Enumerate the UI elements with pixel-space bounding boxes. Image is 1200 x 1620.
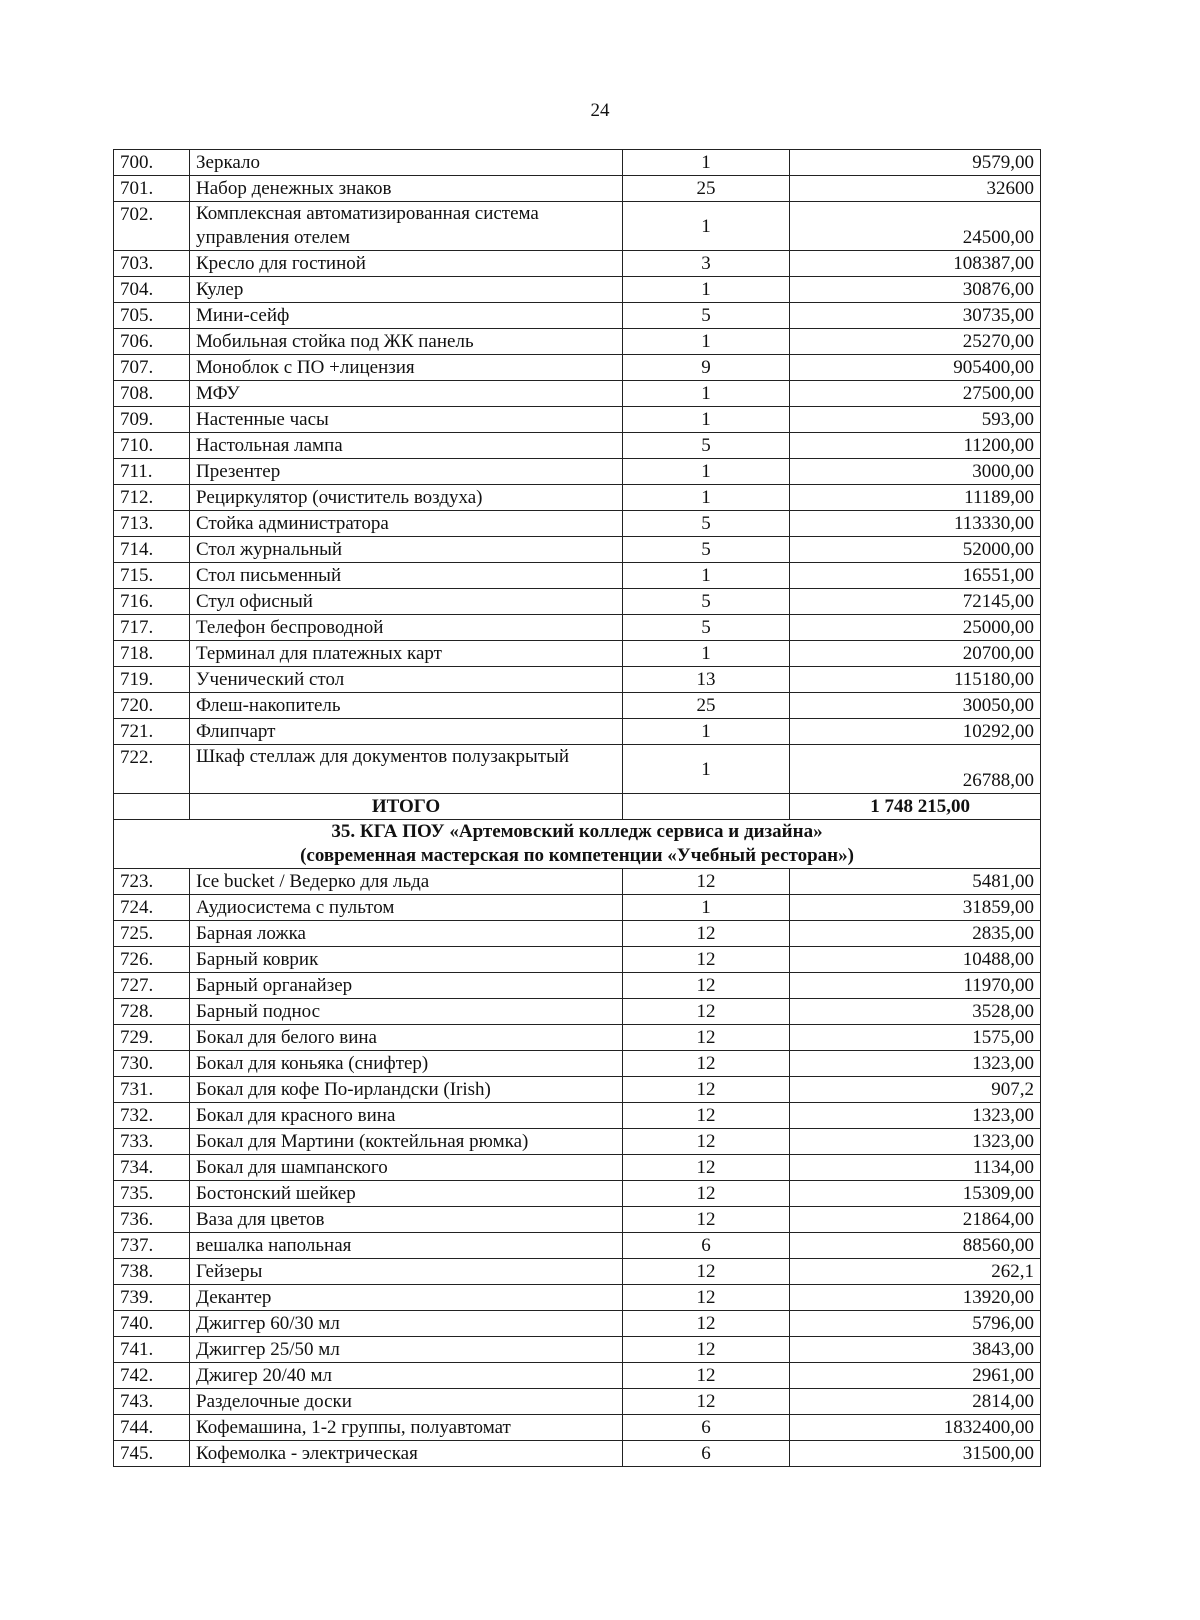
item-quantity: 5 [623,537,790,563]
table-row [114,693,1041,719]
item-quantity: 5 [623,433,790,459]
item-price: 115180,00 [790,667,1041,693]
item-quantity: 5 [623,511,790,537]
section-title: 35. КГА ПОУ «Артемовский колледж сервиса и дизайна» [331,821,823,842]
item-quantity: 1 [623,381,790,407]
item-quantity: 1 [623,202,790,251]
table-row [114,869,1041,895]
table-row [114,1155,1041,1181]
page-number: 24 [590,100,610,121]
item-name: Гейзеры [190,1259,623,1285]
item-price: 2814,00 [790,1389,1041,1415]
row-number: 723. [114,869,190,895]
item-price: 20700,00 [790,641,1041,667]
row-number: 727. [114,973,190,999]
row-number: 740. [114,1311,190,1337]
item-price: 10488,00 [790,947,1041,973]
item-name: Кресло для гостиной [190,251,623,277]
item-quantity: 12 [623,999,790,1025]
item-quantity: 12 [623,869,790,895]
item-name: Рециркулятор (очиститель воздуха) [190,485,623,511]
item-name: Настенные часы [190,407,623,433]
item-quantity: 12 [623,947,790,973]
item-name: Барный поднос [190,999,623,1025]
table-row [114,511,1041,537]
row-number: 739. [114,1285,190,1311]
row-number: 745. [114,1441,190,1467]
item-quantity: 12 [623,1337,790,1363]
item-quantity: 12 [623,1155,790,1181]
item-quantity: 1 [623,719,790,745]
item-name: Барный коврик [190,947,623,973]
item-quantity: 1 [623,459,790,485]
row-number: 737. [114,1233,190,1259]
row-number: 738. [114,1259,190,1285]
table-row [114,355,1041,381]
item-price: 1575,00 [790,1025,1041,1051]
row-number: 721. [114,719,190,745]
item-price: 30735,00 [790,303,1041,329]
item-quantity: 12 [623,1103,790,1129]
table-body-upper [114,150,1041,794]
table-row [114,589,1041,615]
item-price: 3843,00 [790,1337,1041,1363]
table-row [114,1233,1041,1259]
item-quantity: 1 [623,329,790,355]
row-number: 702. [114,202,190,251]
item-name: Бокал для красного вина [190,1103,623,1129]
item-quantity: 1 [623,895,790,921]
item-price: 1323,00 [790,1051,1041,1077]
section-header [114,820,1041,869]
item-quantity: 1 [623,745,790,794]
table-row [114,1415,1041,1441]
item-quantity: 9 [623,355,790,381]
table-row [114,176,1041,202]
item-name: Разделочные доски [190,1389,623,1415]
item-price: 5796,00 [790,1311,1041,1337]
table-row [114,407,1041,433]
item-name: Бостонский шейкер [190,1181,623,1207]
table-row [114,485,1041,511]
row-number: 720. [114,693,190,719]
item-name: Кулер [190,277,623,303]
row-number: 744. [114,1415,190,1441]
item-quantity: 12 [623,1389,790,1415]
item-price: 905400,00 [790,355,1041,381]
row-number: 712. [114,485,190,511]
item-name: Джиггер 60/30 мл [190,1311,623,1337]
table-body-lower [114,869,1041,1467]
item-quantity: 12 [623,1311,790,1337]
table-row [114,1441,1041,1467]
item-price: 9579,00 [790,150,1041,176]
item-price: 25270,00 [790,329,1041,355]
item-name: МФУ [190,381,623,407]
row-number: 716. [114,589,190,615]
item-quantity: 1 [623,641,790,667]
row-number: 735. [114,1181,190,1207]
item-quantity: 5 [623,303,790,329]
item-quantity: 12 [623,1259,790,1285]
table-row [114,251,1041,277]
row-number: 731. [114,1077,190,1103]
row-number: 715. [114,563,190,589]
item-name: Ice bucket / Ведерко для льда [190,869,623,895]
item-price: 13920,00 [790,1285,1041,1311]
item-name: Презентер [190,459,623,485]
item-name: Стойка администратора [190,511,623,537]
table-row [114,895,1041,921]
item-name: Ученический стол [190,667,623,693]
item-price: 72145,00 [790,589,1041,615]
equipment-table [113,149,1041,1467]
row-number: 711. [114,459,190,485]
table-row [114,921,1041,947]
item-name: Аудиосистема с пультом [190,895,623,921]
item-quantity: 12 [623,1051,790,1077]
item-quantity: 1 [623,407,790,433]
item-quantity: 12 [623,1077,790,1103]
item-name: Настольная лампа [190,433,623,459]
item-quantity: 1 [623,277,790,303]
item-quantity: 1 [623,485,790,511]
item-price: 113330,00 [790,511,1041,537]
row-number: 709. [114,407,190,433]
item-price: 108387,00 [790,251,1041,277]
table-row [114,1311,1041,1337]
row-number: 743. [114,1389,190,1415]
item-price: 1134,00 [790,1155,1041,1181]
item-price: 32600 [790,176,1041,202]
table-row [114,667,1041,693]
row-number: 724. [114,895,190,921]
item-name: Терминал для платежных карт [190,641,623,667]
table-row [114,1363,1041,1389]
item-quantity: 6 [623,1441,790,1467]
table-row [114,1025,1041,1051]
item-name: Бокал для кофе По-ирландски (Irish) [190,1077,623,1103]
item-name: Флеш-накопитель [190,693,623,719]
table-row [114,1129,1041,1155]
item-quantity: 12 [623,1363,790,1389]
row-number: 732. [114,1103,190,1129]
table-row [114,1389,1041,1415]
item-price: 52000,00 [790,537,1041,563]
item-price: 31500,00 [790,1441,1041,1467]
row-number: 707. [114,355,190,381]
row-number: 741. [114,1337,190,1363]
table-row [114,563,1041,589]
item-name: Стол письменный [190,563,623,589]
item-name: Кофемолка - электрическая [190,1441,623,1467]
table-row [114,1337,1041,1363]
item-quantity: 3 [623,251,790,277]
item-price: 21864,00 [790,1207,1041,1233]
total-value: 1 748 215,00 [790,794,1041,820]
item-price: 10292,00 [790,719,1041,745]
item-name: Мини-сейф [190,303,623,329]
item-name: Бокал для коньяка (снифтер) [190,1051,623,1077]
item-price: 25000,00 [790,615,1041,641]
item-quantity: 12 [623,1207,790,1233]
row-number: 736. [114,1207,190,1233]
item-price: 15309,00 [790,1181,1041,1207]
item-price: 11200,00 [790,433,1041,459]
row-number: 728. [114,999,190,1025]
item-name: Джиггер 25/50 мл [190,1337,623,1363]
item-quantity: 12 [623,1285,790,1311]
table-row [114,745,1041,794]
row-number: 703. [114,251,190,277]
item-price: 24500,00 [790,202,1041,251]
row-number: 725. [114,921,190,947]
item-price: 27500,00 [790,381,1041,407]
item-name: Мобильная стойка под ЖК панель [190,329,623,355]
item-quantity: 1 [623,150,790,176]
table-row [114,1207,1041,1233]
table-row [114,381,1041,407]
row-number: 710. [114,433,190,459]
table-row [114,719,1041,745]
item-price: 3000,00 [790,459,1041,485]
item-name: Декантер [190,1285,623,1311]
item-quantity: 5 [623,589,790,615]
row-number: 717. [114,615,190,641]
table-row [114,433,1041,459]
table-row [114,1285,1041,1311]
row-number: 718. [114,641,190,667]
item-name: Джигер 20/40 мл [190,1363,623,1389]
table-row [114,1077,1041,1103]
row-number: 729. [114,1025,190,1051]
item-price: 3528,00 [790,999,1041,1025]
item-name: Комплексная автоматизированная система управления отелем [190,202,623,251]
table-row [114,999,1041,1025]
table-row [114,329,1041,355]
item-price: 26788,00 [790,745,1041,794]
table-row [114,1259,1041,1285]
item-name: Кофемашина, 1-2 группы, полуавтомат [190,1415,623,1441]
section-subtitle: (современная мастерская по компетенции «Учебный ресторан») [300,845,854,866]
table-row [114,537,1041,563]
item-name: Зеркало [190,150,623,176]
row-number: 722. [114,745,190,794]
item-quantity: 12 [623,1181,790,1207]
item-name: Бокал для Мартини (коктейльная рюмка) [190,1129,623,1155]
item-name: Шкаф стеллаж для документов полузакрытый [190,745,623,794]
section-header-row [114,820,1041,869]
row-number: 713. [114,511,190,537]
item-name: Бокал для белого вина [190,1025,623,1051]
item-price: 5481,00 [790,869,1041,895]
row-number: 706. [114,329,190,355]
item-quantity: 5 [623,615,790,641]
item-price: 30050,00 [790,693,1041,719]
table-row [114,1051,1041,1077]
item-quantity: 12 [623,1129,790,1155]
item-price: 1323,00 [790,1129,1041,1155]
item-price: 593,00 [790,407,1041,433]
row-number: 733. [114,1129,190,1155]
row-number: 719. [114,667,190,693]
item-quantity: 1 [623,563,790,589]
item-name: Барный органайзер [190,973,623,999]
item-name: Стол журнальный [190,537,623,563]
item-price: 907,2 [790,1077,1041,1103]
row-number: 742. [114,1363,190,1389]
total-block [114,794,1041,869]
item-name: Телефон беспроводной [190,615,623,641]
item-price: 262,1 [790,1259,1041,1285]
item-price: 16551,00 [790,563,1041,589]
item-quantity: 6 [623,1415,790,1441]
item-name: Барная ложка [190,921,623,947]
item-quantity: 13 [623,667,790,693]
row-number: 700. [114,150,190,176]
table-row [114,973,1041,999]
item-quantity: 12 [623,921,790,947]
row-number: 726. [114,947,190,973]
item-name: вешалка напольная [190,1233,623,1259]
item-quantity: 12 [623,973,790,999]
row-number: 714. [114,537,190,563]
item-quantity: 25 [623,176,790,202]
table-row [114,641,1041,667]
row-number: 704. [114,277,190,303]
item-price: 30876,00 [790,277,1041,303]
row-number: 708. [114,381,190,407]
total-num-cell [114,794,190,820]
total-row [114,794,1041,820]
item-name: Моноблок с ПО +лицензия [190,355,623,381]
table-row [114,615,1041,641]
table-row [114,1181,1041,1207]
item-name: Флипчарт [190,719,623,745]
table-row [114,947,1041,973]
item-price: 31859,00 [790,895,1041,921]
table-row [114,1103,1041,1129]
item-price: 1323,00 [790,1103,1041,1129]
item-price: 11189,00 [790,485,1041,511]
item-price: 2835,00 [790,921,1041,947]
item-name: Набор денежных знаков [190,176,623,202]
row-number: 730. [114,1051,190,1077]
table-row [114,202,1041,251]
item-name: Ваза для цветов [190,1207,623,1233]
row-number: 701. [114,176,190,202]
item-quantity: 12 [623,1025,790,1051]
total-qty-cell [623,794,790,820]
table-row [114,277,1041,303]
total-label: ИТОГО [190,794,623,820]
row-number: 734. [114,1155,190,1181]
item-quantity: 25 [623,693,790,719]
item-price: 11970,00 [790,973,1041,999]
table-row [114,150,1041,176]
item-name: Стул офисный [190,589,623,615]
table-row [114,303,1041,329]
item-quantity: 6 [623,1233,790,1259]
table-row [114,459,1041,485]
item-price: 1832400,00 [790,1415,1041,1441]
row-number: 705. [114,303,190,329]
item-name: Бокал для шампанского [190,1155,623,1181]
item-price: 88560,00 [790,1233,1041,1259]
item-price: 2961,00 [790,1363,1041,1389]
